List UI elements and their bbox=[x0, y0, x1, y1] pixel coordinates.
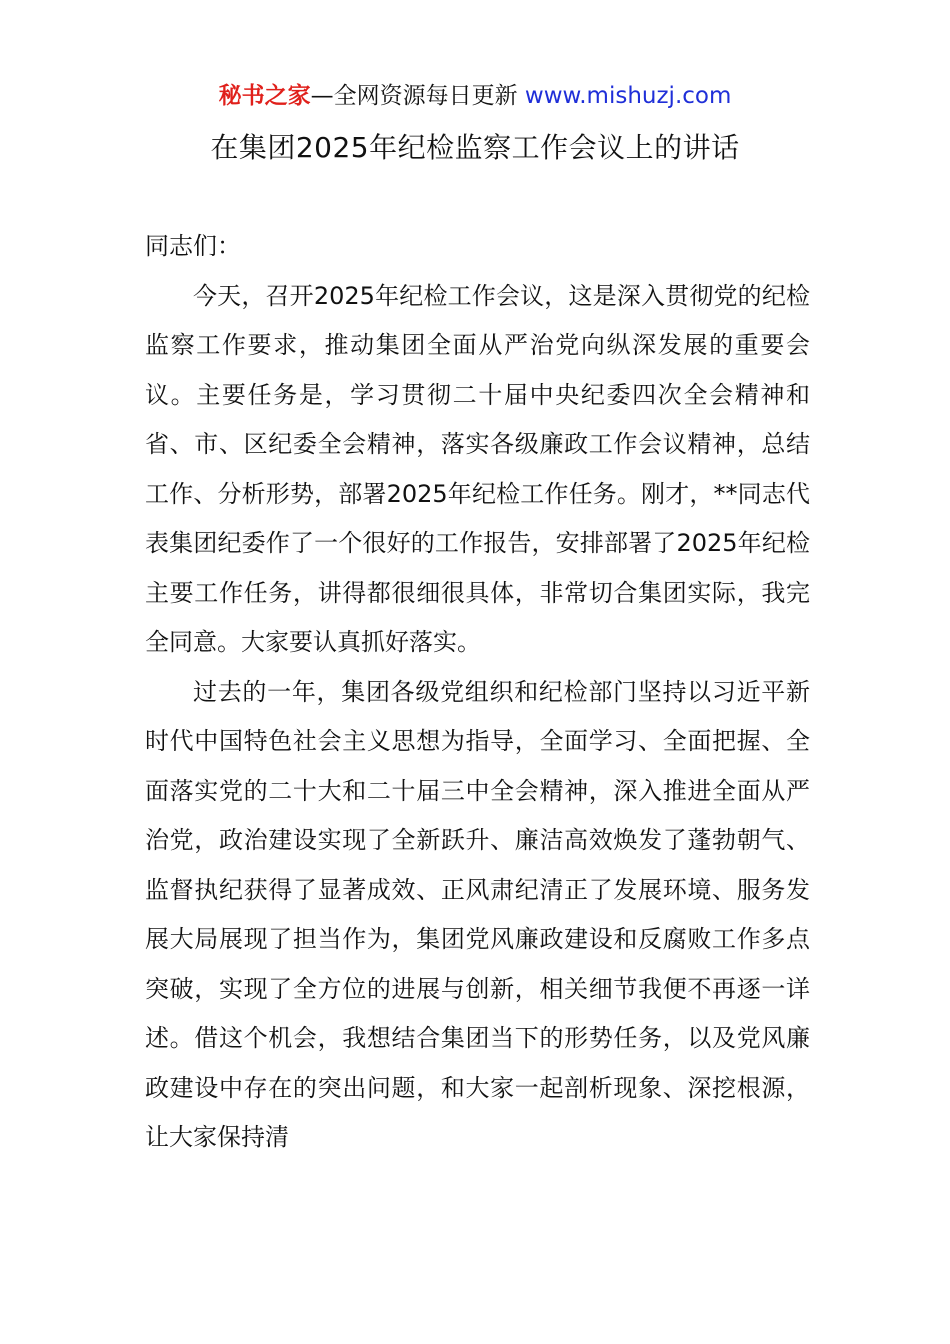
document-title: 在集团2025年纪检监察工作会议上的讲话 bbox=[210, 131, 740, 164]
document-body bbox=[145, 222, 810, 1163]
salutation: 同志们： bbox=[145, 232, 241, 260]
paragraph: 过去的一年，集团各级党组织和纪检部门坚持以习近平新时代中国特色社会主义思想为指导，全面学习、全面把握、全面落实党的二十大和二十届三中全会精神，深入推进全面从严治党，政治建设实现了全新跃升、廉洁高效焕发了蓬勃朝气、监督执纪获得了显著成效、正风肃纪清正了发展环境、服务发展大局展现了担当作为，集团党风廉政建设和反腐败工作多点突破，实现了全方位的进展与创新，相关细节我便不再逐一详述。借这个机会，我想结合集团当下的形势任务，以及党风廉政建设中存在的突出问题，和大家一起剖析现象、深挖根源，让大家保持清 bbox=[145, 677, 810, 1151]
paragraph: 今天，召开2025年纪检工作会议，这是深入贯彻党的纪检监察工作要求，推动集团全面从严治党向纵深发展的重要会议。主要任务是，学习贯彻二十届中央纪委四次全会精神和省、市、区纪委全会精神，落实各级廉政工作会议精神，总结工作、分析形势，部署2025年纪检工作任务。刚才，**同志代表集团纪委作了一个很好的工作报告，安排部署了2025年纪检主要工作任务，讲得都很细很具体，非常切合集团实际，我完全同意。大家要认真抓好落实。 bbox=[145, 281, 810, 656]
brand-name: 秘书之家 bbox=[218, 83, 311, 109]
site-url[interactable]: www.mishuzj.com bbox=[524, 83, 732, 109]
header-tagline: —全网资源每日更新 bbox=[310, 83, 518, 109]
site-header bbox=[0, 80, 950, 112]
